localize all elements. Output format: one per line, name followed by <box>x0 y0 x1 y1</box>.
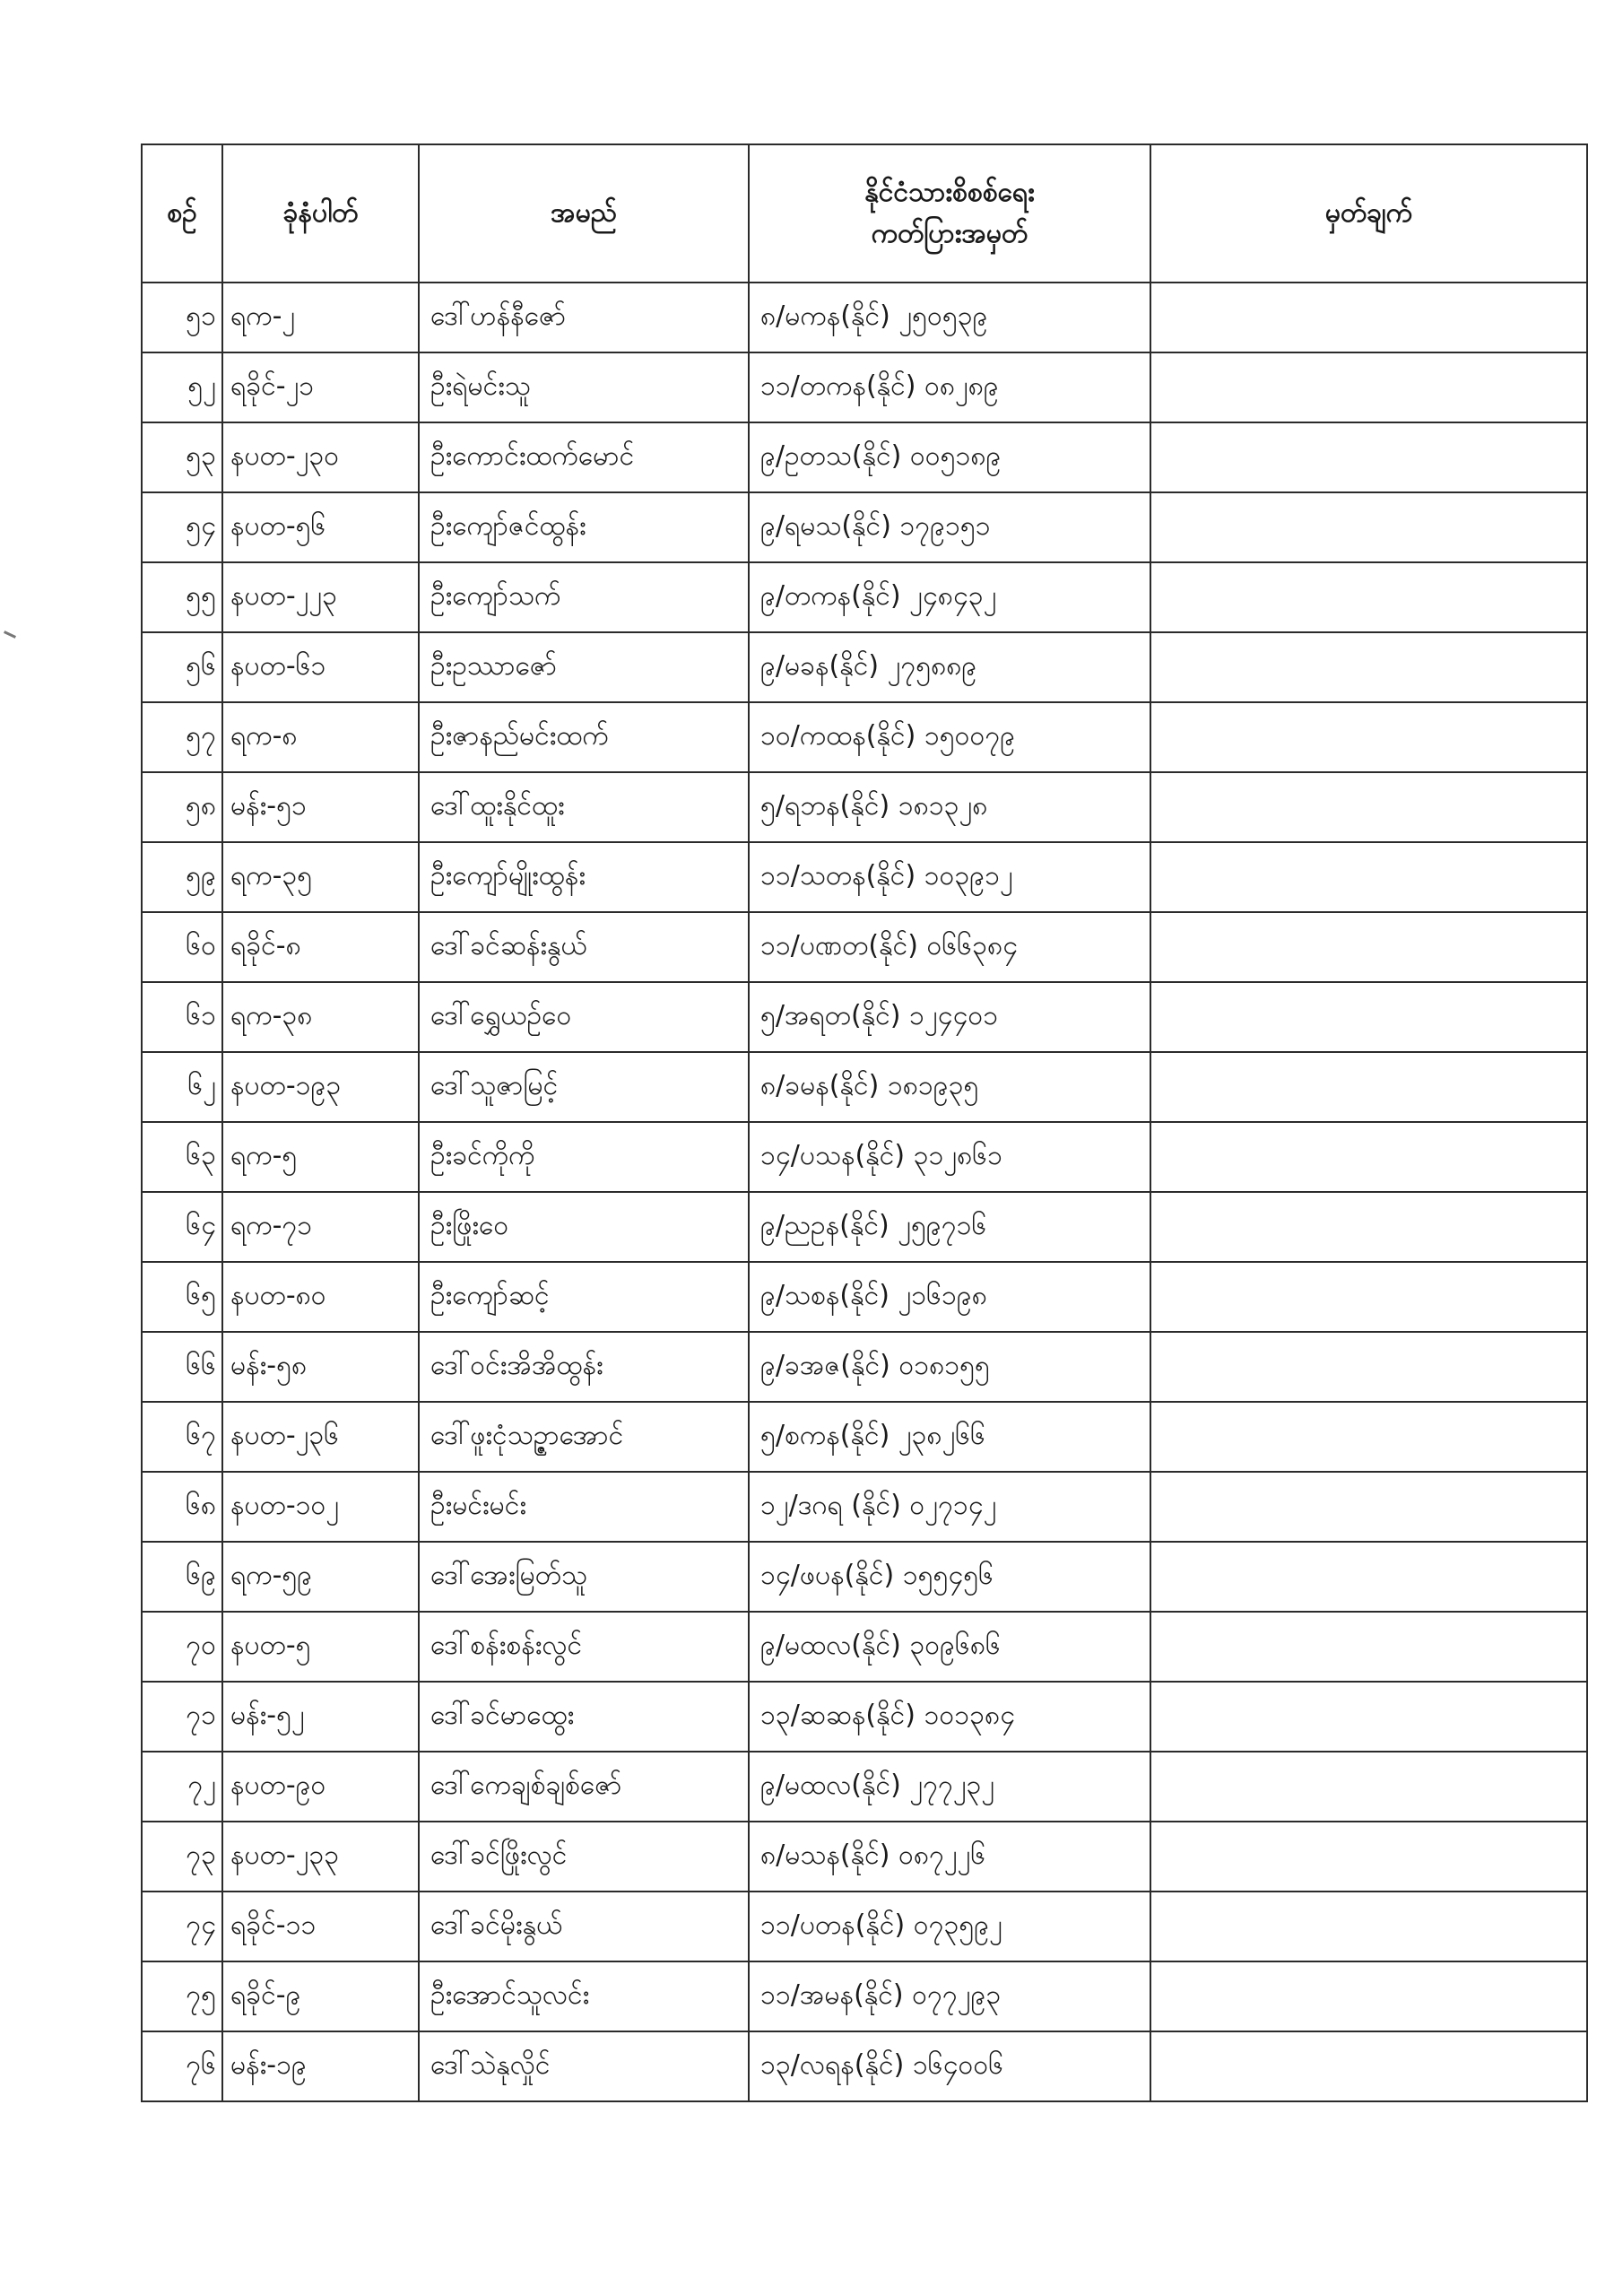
row-number: ၆၁ <box>142 982 222 1052</box>
row-number: ၆၄ <box>142 1192 222 1262</box>
table-row <box>142 772 1587 842</box>
row-seat-number: ရက-၅ <box>222 1122 419 1192</box>
row-name: ဒေါ်ခင်မိုးနွယ် <box>419 1892 749 1961</box>
row-nrc-number: ၉/ခအဇ(နိုင်) ၀၁၈၁၅၅ <box>749 1332 1150 1402</box>
row-number: ၇၅ <box>142 1961 222 2031</box>
row-number: ၇၃ <box>142 1822 222 1892</box>
table-body <box>142 283 1587 2101</box>
table-row <box>142 1122 1587 1192</box>
row-seat-number: ရခိုင်-၈ <box>222 912 419 982</box>
table-row <box>142 1752 1587 1822</box>
row-name: ဒေါ်ရွှေယဉ်ဝေ <box>419 982 749 1052</box>
row-remark <box>1150 1542 1587 1612</box>
row-name: ဒေါ်ဟန်နီဇော် <box>419 283 749 352</box>
table-row <box>142 1472 1587 1542</box>
row-seat-number: နပတ-၁၉၃ <box>222 1052 419 1122</box>
row-nrc-number: ၈/မကန(နိုင်) ၂၅၀၅၃၉ <box>749 283 1150 352</box>
row-name: ဒေါ်သဲနုလှိုင် <box>419 2031 749 2101</box>
row-nrc-number: ၅/အရတ(နိုင်) ၁၂၄၄၀၁ <box>749 982 1150 1052</box>
scan-speck <box>4 631 16 639</box>
row-nrc-number: ၉/ညဥန(နိုင်) ၂၅၉၇၁၆ <box>749 1192 1150 1262</box>
row-name: ဒေါ်ထူးနိုင်ထူး <box>419 772 749 842</box>
row-remark <box>1150 422 1587 492</box>
row-name: ဒေါ်သူဇာမြင့် <box>419 1052 749 1122</box>
row-number: ၆၈ <box>142 1472 222 1542</box>
table-row <box>142 1961 1587 2031</box>
row-seat-number: နပတ-၈၀ <box>222 1262 419 1332</box>
row-number: ၇၄ <box>142 1892 222 1961</box>
row-nrc-number: ၈/ခမန(နိုင်) ၁၈၁၉၃၅ <box>749 1052 1150 1122</box>
row-name: ဒေါ်ကေချစ်ချစ်ဇော် <box>419 1752 749 1822</box>
row-seat-number: ရက-၅၉ <box>222 1542 419 1612</box>
row-number: ၅၇ <box>142 702 222 772</box>
row-nrc-number: ၉/ဥတသ(နိုင်) ၀၀၅၁၈၉ <box>749 422 1150 492</box>
row-seat-number: နပတ-၉၀ <box>222 1752 419 1822</box>
header-plate: ခုံနံပါတ် <box>222 144 419 283</box>
row-name: ဦးကျော်ဇင်ထွန်း <box>419 492 749 562</box>
row-name: ဒေါ်ဖူးငုံသဉ္ဇာအောင် <box>419 1402 749 1472</box>
header-no: စဉ် <box>142 144 222 283</box>
row-name: ဦးကျော်မျိုးထွန်း <box>419 842 749 912</box>
row-nrc-number: ၉/သစန(နိုင်) ၂၁၆၁၉၈ <box>749 1262 1150 1332</box>
row-remark <box>1150 912 1587 982</box>
row-remark <box>1150 2031 1587 2101</box>
row-nrc-number: ၁၂/ဒဂရ (နိုင်) ၀၂၇၁၄၂ <box>749 1472 1150 1542</box>
table-row <box>142 283 1587 352</box>
row-seat-number: နပတ-၅ <box>222 1612 419 1682</box>
row-number: ၇၁ <box>142 1682 222 1752</box>
row-number: ၅၄ <box>142 492 222 562</box>
row-seat-number: နပတ-၁၀၂ <box>222 1472 419 1542</box>
row-number: ၆၂ <box>142 1052 222 1122</box>
row-name: ဦးကျော်ဆင့် <box>419 1262 749 1332</box>
row-seat-number: နပတ-၆၁ <box>222 632 419 702</box>
row-remark <box>1150 562 1587 632</box>
header-remark: မှတ်ချက် <box>1150 144 1587 283</box>
row-seat-number: မန်း-၅၁ <box>222 772 419 842</box>
row-remark <box>1150 632 1587 702</box>
row-number: ၅၃ <box>142 422 222 492</box>
table-row <box>142 352 1587 422</box>
table-row <box>142 702 1587 772</box>
table-row <box>142 562 1587 632</box>
row-remark <box>1150 1752 1587 1822</box>
row-remark <box>1150 772 1587 842</box>
row-remark <box>1150 1892 1587 1961</box>
row-nrc-number: ၉/မထလ(နိုင်) ၃၀၉၆၈၆ <box>749 1612 1150 1682</box>
row-seat-number: နပတ-၂၃၀ <box>222 422 419 492</box>
row-nrc-number: ၁၁/တကန(နိုင်) ၀၈၂၈၉ <box>749 352 1150 422</box>
table-row <box>142 1052 1587 1122</box>
row-nrc-number: ၈/မသန(နိုင်) ၀၈၇၂၂၆ <box>749 1822 1150 1892</box>
row-nrc-number: ၁၁/ပဏတ(နိုင်) ၀၆၆၃၈၄ <box>749 912 1150 982</box>
row-remark <box>1150 1682 1587 1752</box>
row-number: ၆၀ <box>142 912 222 982</box>
table-row <box>142 842 1587 912</box>
table-header-row <box>142 144 1587 283</box>
row-name: ဒေါ်ခင်မာထွေး <box>419 1682 749 1752</box>
table-row <box>142 1612 1587 1682</box>
row-seat-number: ရက-၃၅ <box>222 842 419 912</box>
row-remark <box>1150 842 1587 912</box>
row-number: ၇၆ <box>142 2031 222 2101</box>
row-seat-number: နပတ-၅၆ <box>222 492 419 562</box>
header-nrc-line1: နိုင်ငံသားစိစစ်ရေး <box>864 177 1035 208</box>
row-remark <box>1150 1472 1587 1542</box>
row-name: ဦးကျော်သက် <box>419 562 749 632</box>
row-name: ဦးဖြိုးဝေ <box>419 1192 749 1262</box>
row-number: ၆၅ <box>142 1262 222 1332</box>
row-seat-number: ရက-၃၈ <box>222 982 419 1052</box>
row-remark <box>1150 982 1587 1052</box>
row-nrc-number: ၉/မထလ(နိုင်) ၂၇၇၂၃၂ <box>749 1752 1150 1822</box>
row-nrc-number: ၉/တကန(နိုင်) ၂၄၈၄၃၂ <box>749 562 1150 632</box>
row-remark <box>1150 1192 1587 1262</box>
table-row <box>142 1892 1587 1961</box>
registration-table <box>141 144 1588 2102</box>
row-remark <box>1150 1122 1587 1192</box>
row-remark <box>1150 702 1587 772</box>
row-seat-number: ရက-၈ <box>222 702 419 772</box>
row-seat-number: နပတ-၂၂၃ <box>222 562 419 632</box>
row-number: ၇၀ <box>142 1612 222 1682</box>
row-nrc-number: ၅/ရဘန(နိုင်) ၁၈၁၃၂၈ <box>749 772 1150 842</box>
row-remark <box>1150 492 1587 562</box>
row-number: ၅၉ <box>142 842 222 912</box>
table-row <box>142 1262 1587 1332</box>
table-row <box>142 1822 1587 1892</box>
row-remark <box>1150 1052 1587 1122</box>
row-remark <box>1150 1262 1587 1332</box>
row-nrc-number: ၁၀/ကထန(နိုင်) ၁၅၀၀၇၉ <box>749 702 1150 772</box>
table-row <box>142 1682 1587 1752</box>
row-name: ဒေါ်ခင်ဖြိုးလွင် <box>419 1822 749 1892</box>
row-name: ဦးရဲမင်းသူ <box>419 352 749 422</box>
header-nrc-line2: ကတ်ပြားအမှတ် <box>871 218 1028 249</box>
row-number: ၇၂ <box>142 1752 222 1822</box>
row-seat-number: ရခိုင်-၁၁ <box>222 1892 419 1961</box>
row-seat-number: ရခိုင်-၉ <box>222 1961 419 2031</box>
header-nrc <box>749 144 1150 283</box>
table-row <box>142 2031 1587 2101</box>
row-nrc-number: ၁၁/အမန(နိုင်) ၀၇၇၂၉၃ <box>749 1961 1150 2031</box>
row-name: ဦးဇာနည်မင်းထက် <box>419 702 749 772</box>
table-row <box>142 632 1587 702</box>
row-nrc-number: ၁၄/ပသန(နိုင်) ၃၁၂၈၆၁ <box>749 1122 1150 1192</box>
row-nrc-number: ၁၃/ဆဆန(နိုင်) ၁၀၁၃၈၄ <box>749 1682 1150 1752</box>
row-number: ၅၆ <box>142 632 222 702</box>
row-name: ဒေါ်ခင်ဆန်းနွယ် <box>419 912 749 982</box>
row-name: ဒေါ်အေးမြတ်သူ <box>419 1542 749 1612</box>
row-remark <box>1150 1612 1587 1682</box>
row-seat-number: မန်း-၁၉ <box>222 2031 419 2101</box>
row-seat-number: ရက-၇၁ <box>222 1192 419 1262</box>
row-number: ၅၂ <box>142 352 222 422</box>
row-seat-number: နပတ-၂၃၃ <box>222 1822 419 1892</box>
table-row <box>142 982 1587 1052</box>
table-row <box>142 1402 1587 1472</box>
row-nrc-number: ၁၄/ဖပန(နိုင်) ၁၅၅၄၅၆ <box>749 1542 1150 1612</box>
row-number: ၆၇ <box>142 1402 222 1472</box>
row-remark <box>1150 1822 1587 1892</box>
row-nrc-number: ၁၁/သတန(နိုင်) ၁၀၃၉၁၂ <box>749 842 1150 912</box>
row-number: ၆၆ <box>142 1332 222 1402</box>
row-number: ၆၉ <box>142 1542 222 1612</box>
row-number: ၅၈ <box>142 772 222 842</box>
row-number: ၅၅ <box>142 562 222 632</box>
table-row <box>142 492 1587 562</box>
table-row <box>142 422 1587 492</box>
row-remark <box>1150 283 1587 352</box>
row-nrc-number: ၁၃/လရန(နိုင်) ၁၆၄၀၀၆ <box>749 2031 1150 2101</box>
row-number: ၅၁ <box>142 283 222 352</box>
row-name: ဦးခင်ကိုကို <box>419 1122 749 1192</box>
row-seat-number: မန်း-၅၈ <box>222 1332 419 1402</box>
table-row <box>142 912 1587 982</box>
row-name: ဒေါ်ဝင်းအိအိထွန်း <box>419 1332 749 1402</box>
row-nrc-number: ၉/ရမသ(နိုင်) ၁၇၉၁၅၁ <box>749 492 1150 562</box>
table-row <box>142 1542 1587 1612</box>
row-seat-number: ရက-၂ <box>222 283 419 352</box>
row-name: ဒေါ်စန်းစန်းလွင် <box>419 1612 749 1682</box>
row-name: ဦးဥဿာဇော် <box>419 632 749 702</box>
table-row <box>142 1332 1587 1402</box>
header-name: အမည် <box>419 144 749 283</box>
row-remark <box>1150 1402 1587 1472</box>
row-remark <box>1150 1332 1587 1402</box>
row-seat-number: ရခိုင်-၂၁ <box>222 352 419 422</box>
row-remark <box>1150 352 1587 422</box>
row-nrc-number: ၁၁/ပတန(နိုင်) ၀၇၃၅၉၂ <box>749 1892 1150 1961</box>
row-nrc-number: ၉/မခန(နိုင်) ၂၇၅၈၈၉ <box>749 632 1150 702</box>
row-seat-number: မန်း-၅၂ <box>222 1682 419 1752</box>
row-name: ဦးမင်းမင်း <box>419 1472 749 1542</box>
row-remark <box>1150 1961 1587 2031</box>
row-name: ဦးအောင်သူလင်း <box>419 1961 749 2031</box>
table-row <box>142 1192 1587 1262</box>
row-number: ၆၃ <box>142 1122 222 1192</box>
row-nrc-number: ၅/စကန(နိုင်) ၂၃၈၂၆၆ <box>749 1402 1150 1472</box>
row-name: ဦးကောင်းထက်မောင် <box>419 422 749 492</box>
row-seat-number: နပတ-၂၃၆ <box>222 1402 419 1472</box>
